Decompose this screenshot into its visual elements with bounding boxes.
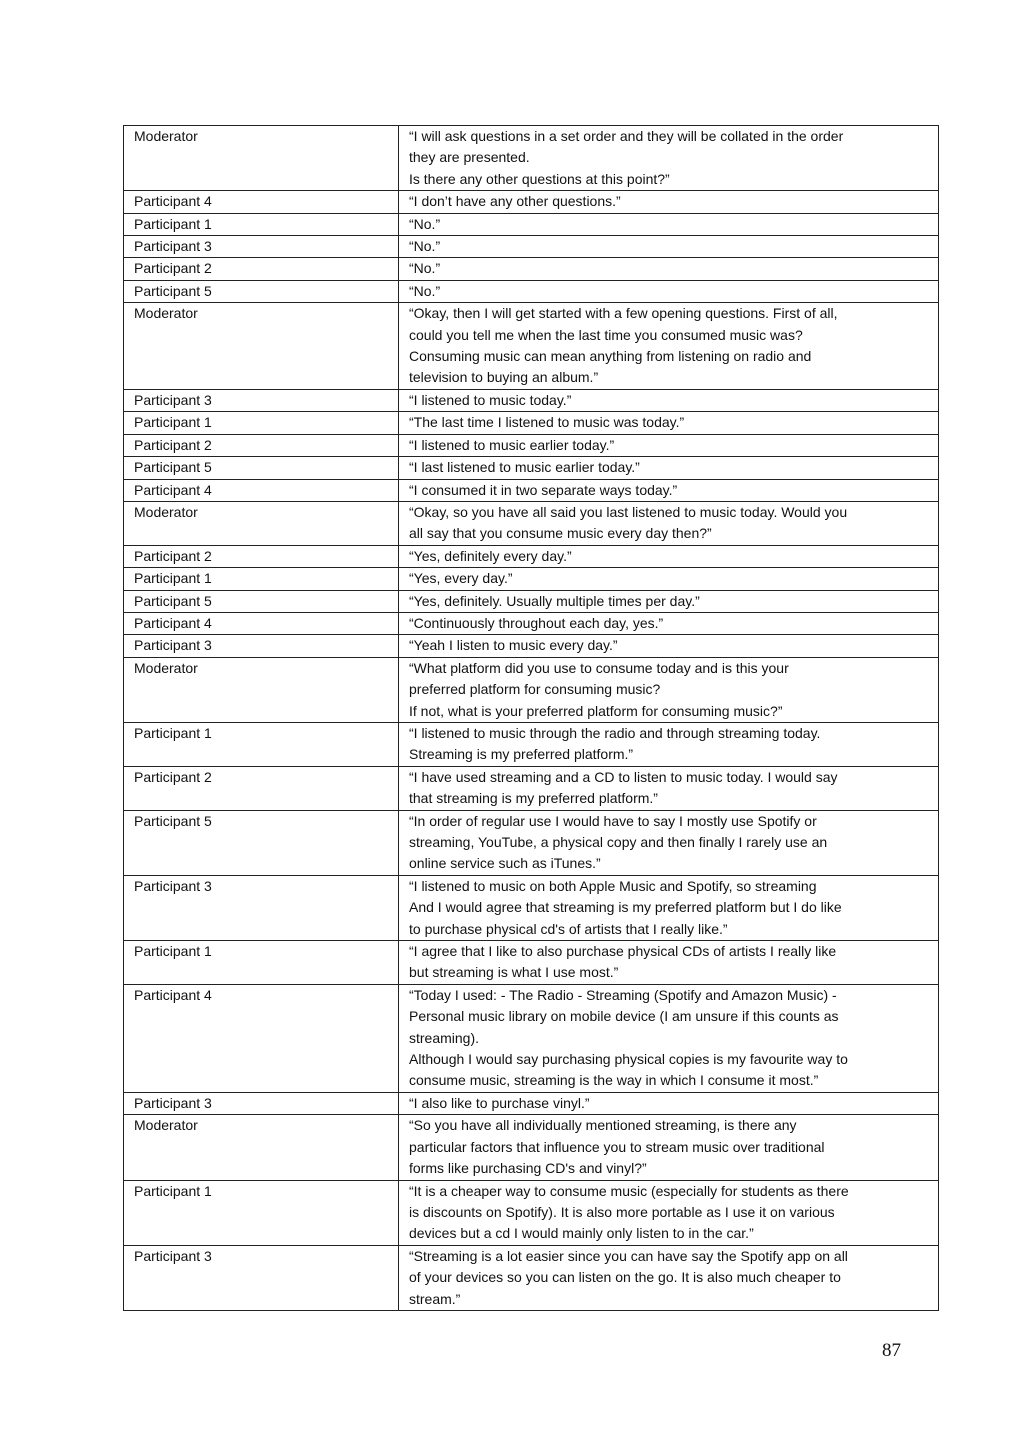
speaker-cell: Participant 1: [124, 941, 399, 985]
speech-cell: [399, 657, 939, 722]
speech-cell: [399, 479, 939, 501]
speech-cell: [399, 875, 939, 940]
speech-line: “I consumed it in two separate ways today.”: [409, 481, 678, 498]
speech-line: “Okay, then I will get started with a few opening questions. First of all,: [409, 305, 838, 322]
speech-cell: [399, 412, 939, 434]
speech-cell: [399, 126, 939, 191]
speaker-cell: Participant 3: [124, 875, 399, 940]
speech-cell: [399, 612, 939, 634]
speech-line: And I would agree that streaming is my preferred platform but I do like: [409, 899, 842, 916]
speech-line: “No.”: [409, 260, 441, 277]
speaker-cell: Participant 4: [124, 612, 399, 634]
transcript-row: [124, 1180, 939, 1245]
speaker-cell: Participant 2: [124, 258, 399, 280]
transcript-row: [124, 941, 939, 985]
speech-line: “Yes, definitely. Usually multiple times per day.”: [409, 592, 700, 609]
transcript-row: [124, 1245, 939, 1310]
speech-line: “I have used streaming and a CD to listen to music today. I would say: [409, 768, 838, 785]
speaker-cell: Moderator: [124, 1115, 399, 1180]
speech-line: devices but a cd I would mainly only listen to in the car.”: [409, 1225, 754, 1242]
speech-line: streaming, YouTube, a physical copy and then finally I rarely use an: [409, 834, 828, 850]
speech-line: streaming).: [409, 1029, 480, 1046]
transcript-row: [124, 1092, 939, 1114]
speech-line: “Yeah I listen to music every day.”: [409, 637, 618, 654]
transcript-row: [124, 657, 939, 722]
speech-line: “Today I used: - The Radio - Streaming (Spotify and Amazon Music) -: [409, 986, 837, 1003]
speech-line: of your devices so you can listen on the go. It is also much cheaper to: [409, 1269, 841, 1286]
transcript-row: [124, 722, 939, 766]
speech-cell: [399, 635, 939, 657]
speaker-cell: Moderator: [124, 303, 399, 390]
transcript-row: [124, 258, 939, 280]
transcript-row: [124, 434, 939, 456]
speech-line: television to buying an album.”: [409, 369, 599, 386]
speech-cell: [399, 303, 939, 390]
speech-line: “No.”: [409, 215, 441, 232]
speech-cell: [399, 941, 939, 985]
speaker-cell: Participant 3: [124, 1092, 399, 1114]
transcript-row: [124, 412, 939, 434]
speech-line: all say that you consume music every day then?”: [409, 525, 712, 542]
speech-line: If not, what is your preferred platform for consuming music?”: [409, 702, 783, 719]
transcript-row: [124, 280, 939, 302]
transcript-row: [124, 479, 939, 501]
speech-line: “Yes, every day.”: [409, 570, 513, 587]
speaker-cell: Participant 4: [124, 479, 399, 501]
speech-line: particular factors that influence you to stream music over traditional: [409, 1138, 825, 1155]
transcript-row: [124, 191, 939, 213]
speech-cell: [399, 434, 939, 456]
transcript-row: [124, 1115, 939, 1180]
speech-line: that streaming is my preferred platform.”: [409, 790, 658, 807]
speaker-cell: Participant 3: [124, 389, 399, 411]
speech-cell: [399, 766, 939, 810]
speech-line: “No.”: [409, 282, 441, 299]
speech-line: “The last time I listened to music was today.”: [409, 414, 685, 431]
speech-line: Although I would say purchasing physical copies is my favourite way to: [409, 1051, 848, 1068]
speaker-cell: Participant 1: [124, 412, 399, 434]
speech-cell: [399, 1092, 939, 1114]
speaker-cell: Participant 5: [124, 810, 399, 875]
speech-cell: [399, 457, 939, 479]
speech-line: consume music, streaming is the way in which I consume it most.”: [409, 1072, 819, 1089]
transcript-row: [124, 501, 939, 545]
transcript-row: [124, 635, 939, 657]
speech-cell: [399, 722, 939, 766]
speech-line: is discounts on Spotify). It is also more portable as I use it on various: [409, 1203, 835, 1220]
speech-line: “It is a cheaper way to consume music (especially for students as there: [409, 1182, 849, 1199]
speech-line: “I last listened to music earlier today.”: [409, 459, 640, 476]
speech-line: Streaming is my preferred platform.”: [409, 746, 634, 763]
speaker-cell: Participant 2: [124, 434, 399, 456]
speech-cell: [399, 236, 939, 258]
speech-line: they are presented.: [409, 149, 530, 166]
speaker-cell: Participant 4: [124, 191, 399, 213]
speaker-cell: Participant 5: [124, 590, 399, 612]
speech-line: could you tell me when the last time you consumed music was?: [409, 326, 803, 343]
transcript-row: [124, 457, 939, 479]
speech-cell: [399, 258, 939, 280]
speech-cell: [399, 280, 939, 302]
transcript-row: [124, 612, 939, 634]
transcript-row: [124, 590, 939, 612]
transcript-table: [123, 125, 939, 1311]
speaker-cell: Participant 3: [124, 635, 399, 657]
speech-line: “I listened to music through the radio and through streaming today.: [409, 724, 821, 741]
speech-cell: [399, 810, 939, 875]
speaker-cell: Participant 1: [124, 213, 399, 235]
speaker-cell: Participant 4: [124, 984, 399, 1092]
speaker-cell: Participant 1: [124, 568, 399, 590]
speech-line: forms like purchasing CD's and vinyl?”: [409, 1160, 647, 1177]
speech-line: “Okay, so you have all said you last listened to music today. Would you: [409, 503, 848, 520]
speech-line: but streaming is what I use most.”: [409, 964, 619, 981]
transcript-row: [124, 213, 939, 235]
transcript-row: [124, 766, 939, 810]
speaker-cell: Participant 5: [124, 457, 399, 479]
transcript-row: [124, 984, 939, 1092]
speech-cell: [399, 1115, 939, 1180]
speech-line: “I also like to purchase vinyl.”: [409, 1094, 590, 1111]
speaker-cell: Participant 1: [124, 1180, 399, 1245]
speech-line: “Streaming is a lot easier since you can have say the Spotify app on all: [409, 1247, 848, 1264]
transcript-row: [124, 568, 939, 590]
transcript-body: [124, 126, 939, 1311]
speaker-cell: Participant 1: [124, 722, 399, 766]
transcript-row: [124, 875, 939, 940]
speech-line: “I listened to music on both Apple Music and Spotify, so streaming: [409, 877, 817, 894]
speech-line: “Yes, definitely every day.”: [409, 547, 572, 564]
speaker-cell: Participant 5: [124, 280, 399, 302]
transcript-row: [124, 389, 939, 411]
speech-line: “I listened to music earlier today.”: [409, 436, 615, 453]
speech-line: “I listened to music today.”: [409, 391, 572, 408]
transcript-row: [124, 810, 939, 875]
speech-line: “What platform did you use to consume today and is this your: [409, 659, 789, 676]
speaker-cell: Moderator: [124, 657, 399, 722]
speech-line: “Continuously throughout each day, yes.”: [409, 614, 664, 631]
speech-cell: [399, 1245, 939, 1310]
speaker-cell: Participant 2: [124, 545, 399, 567]
speech-line: “So you have all individually mentioned streaming, is there any: [409, 1117, 797, 1134]
speaker-cell: Moderator: [124, 501, 399, 545]
page-number: 87: [882, 1340, 901, 1361]
speech-cell: [399, 545, 939, 567]
speech-cell: [399, 389, 939, 411]
transcript-row: [124, 126, 939, 191]
speaker-cell: Moderator: [124, 126, 399, 191]
speech-cell: [399, 213, 939, 235]
speech-line: “No.”: [409, 238, 441, 255]
speech-cell: [399, 590, 939, 612]
transcript-row: [124, 303, 939, 390]
speech-line: online service such as iTunes.”: [409, 855, 601, 872]
transcript-row: [124, 236, 939, 258]
speech-cell: [399, 568, 939, 590]
speech-line: “I will ask questions in a set order and they will be collated in the order: [409, 128, 844, 144]
speech-cell: [399, 191, 939, 213]
speech-line: preferred platform for consuming music?: [409, 681, 661, 698]
speech-line: Consuming music can mean anything from listening on radio and: [409, 348, 812, 365]
speaker-cell: Participant 3: [124, 1245, 399, 1310]
speech-cell: [399, 501, 939, 545]
speech-line: to purchase physical cd's of artists that I really like.”: [409, 920, 728, 937]
speech-cell: [399, 1180, 939, 1245]
speech-line: Is there any other questions at this point?”: [409, 170, 670, 187]
speech-line: stream.”: [409, 1290, 461, 1307]
speech-cell: [399, 984, 939, 1092]
speaker-cell: Participant 3: [124, 236, 399, 258]
speech-line: “In order of regular use I would have to say I mostly use Spotify or: [409, 812, 817, 829]
transcript-row: [124, 545, 939, 567]
speaker-cell: Participant 2: [124, 766, 399, 810]
speech-line: “I agree that I like to also purchase physical CDs of artists I really like: [409, 943, 837, 960]
speech-line: “I don’t have any other questions.”: [409, 193, 621, 210]
speech-line: Personal music library on mobile device (I am unsure if this counts as: [409, 1008, 839, 1025]
